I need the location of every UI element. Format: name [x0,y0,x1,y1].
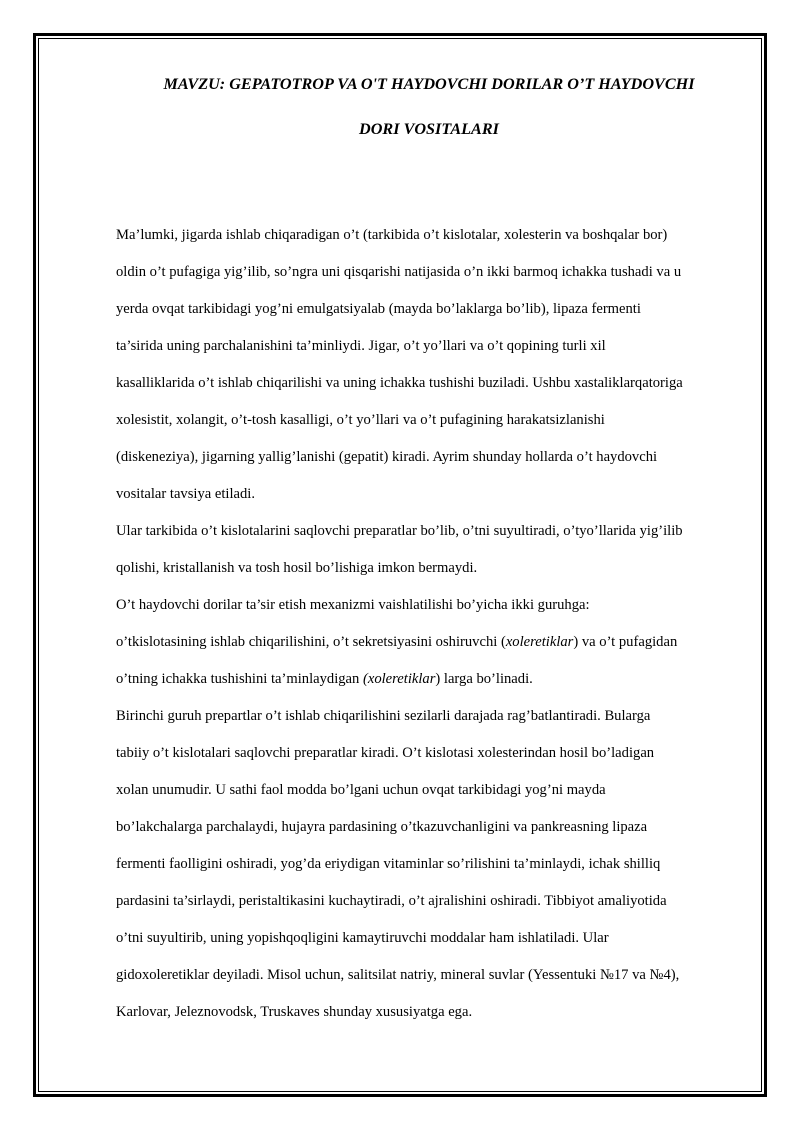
text-line: Birinchi guruh prepartlar o’t ishlab chiqarilishini sezilarli darajada rag’batlantiradi. Bularga [116,708,651,724]
italic-term: xoleretiklar [505,634,574,650]
text-line: pardasini ta’sirlaydi, peristaltikasini kuchaytiradi, o’t ajralishini oshiradi. Tibbiyot amaliyotida [116,893,667,909]
text-line: kasalliklarida o’t ishlab chiqarilishi va uning ichakka tushishi buziladi. Ushbu xastaliklarqatoriga [116,375,683,391]
text-line: O’t haydovchi dorilar ta’sir etish mexanizmi vaishlatilishi bo’yicha ikki guruhga: [116,597,590,613]
text-line: (diskeneziya), jigarning yallig’lanishi (gepatit) kiradi. Ayrim shunday hollarda o’t haydovchi [116,449,658,465]
text-line: bo’lakchalarga parchalaydi, hujayra pardasining o’tkazuvchanligini va pankreasning lipaza [116,819,648,835]
text-line: o’tni suyultirib, uning yopishqoqligini kamaytiruvchi moddalar ham ishlatiladi. Ular [116,930,609,946]
text-segment: o’tkislotasining ishlab chiqarilishini, o’t sekretsiyasini oshiruvchi ( [116,634,506,650]
text-segment: ) va o’t pufagidan [573,634,678,650]
text-line: ta’sirida uning parchalanishini ta’minliydi. Jigar, o’t yo’llari va o’t qopining turli xil [116,338,606,354]
text-line: tabiiy o’t kislotalari saqlovchi preparatlar kiradi. O’t kislotasi xolesterindan hosil bo’ladigan [116,745,655,761]
text-line: qolishi, kristallanish va tosh hosil bo’lishiga imkon bermaydi. [116,560,478,576]
text-line: oldin o’t pufagiga yig’ilib, so’ngra uni qisqarishi natijasida o’n ikki barmoq ichakka tushadi va u [116,264,682,280]
text-line: gidoxoleretiklar deyiladi. Misol uchun, salitsilat natriy, mineral suvlar (Yessentuki №17 va №4), [116,967,680,983]
text-segment: ) larga bo’linadi. [435,671,533,687]
text-line: fermenti faolligini oshiradi, yog’da eriydigan vitaminlar so’rilishini ta’minlaydi, ichak shilliq [116,856,661,872]
text-line: Karlovar, Jeleznovodsk, Truskaves shunday xususiyatga ega. [116,1004,473,1020]
title-line-2: DORI VOSITALARI [359,120,499,138]
italic-term: (xoleretiklar [362,671,436,687]
text-line: Ma’lumki, jigarda ishlab chiqaradigan o’t (tarkibida o’t kislotalar, xolesterin va boshqalar bor) [116,227,668,243]
text-line-mixed [116,624,742,661]
text-line: xolan unumudir. U sathi faol modda bo’lgani uchun ovqat tarkibidagi yog’ni mayda [116,782,606,798]
text-line: yerda ovqat tarkibidagi yog’ni emulgatsiyalab (mayda bo’laklarga bo’lib), lipaza fermenti [116,301,641,317]
document-body [116,217,742,1031]
text-line-mixed [116,661,742,698]
document-content [116,62,742,1031]
text-line: Ular tarkibida o’t kislotalarini saqlovchi preparatlar bo’lib, o’tni suyultiradi, o’tyo’llarida yig’ilib [116,523,683,539]
text-segment: o’tning ichakka tushishini ta’minlaydigan [116,671,363,687]
document-title [108,62,750,152]
title-line-1: MAVZU: GEPATOTROP VA O'T HAYDOVCHI DORILAR O’T HAYDOVCHI [163,75,695,93]
text-line: vositalar tavsiya etiladi. [116,486,256,502]
text-line: xolesistit, xolangit, o’t-tosh kasalligi, o’t yo’llari va o’t pufagining harakatsizlanishi [116,412,605,428]
